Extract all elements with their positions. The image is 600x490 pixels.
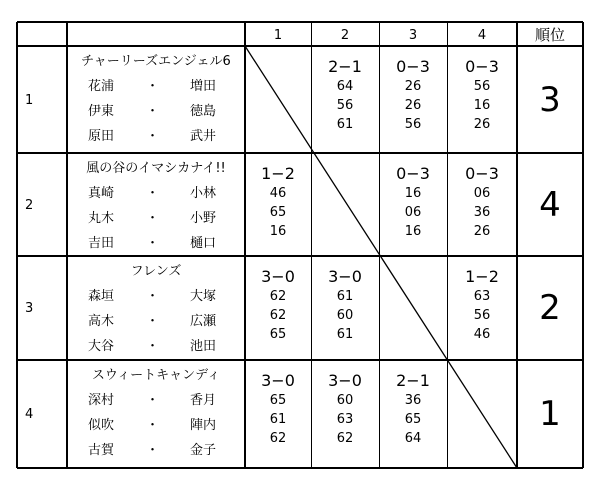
set-score: 62	[269, 289, 287, 304]
set-score: 26	[473, 117, 491, 132]
pair-separator: ・	[146, 289, 160, 304]
header-col-3: 3	[408, 28, 418, 43]
set-score: 63	[336, 412, 354, 427]
pair-separator: ・	[146, 104, 160, 119]
set-score: 65	[269, 205, 287, 220]
pair-separator: ・	[146, 339, 160, 354]
match-score: 0−3	[465, 57, 499, 76]
player-name: 吉田	[88, 236, 115, 251]
player-name: 丸木	[88, 211, 115, 226]
rank-value: 4	[539, 184, 561, 225]
header-col-2: 2	[340, 28, 350, 43]
pair-separator: ・	[146, 186, 160, 201]
match-score: 3−0	[261, 267, 295, 286]
set-score: 61	[336, 117, 354, 132]
player-name: 森垣	[88, 289, 115, 304]
set-score: 64	[336, 79, 354, 94]
player-name: 香月	[190, 393, 217, 408]
pair-separator: ・	[146, 393, 160, 408]
rank-value: 3	[539, 79, 561, 120]
set-score: 16	[404, 224, 422, 239]
set-score: 56	[336, 98, 354, 113]
player-name: 小野	[190, 211, 217, 226]
set-score: 62	[269, 308, 287, 323]
set-score: 65	[404, 412, 422, 427]
header-rank: 順位	[534, 26, 565, 44]
set-score: 62	[336, 431, 354, 446]
set-score: 06	[473, 186, 491, 201]
set-score: 60	[336, 308, 354, 323]
match-score: 3−0	[328, 267, 362, 286]
set-score: 63	[473, 289, 491, 304]
match-score: 0−3	[396, 57, 430, 76]
match-score: 2−1	[328, 57, 362, 76]
player-name: 徳島	[190, 104, 217, 119]
player-name: 樋口	[190, 236, 217, 251]
set-score: 65	[269, 327, 287, 342]
rank-value: 1	[539, 394, 561, 434]
set-score: 26	[404, 98, 422, 113]
set-score: 36	[473, 205, 491, 220]
player-name: 深村	[88, 393, 115, 408]
match-score: 0−3	[465, 164, 499, 183]
set-score: 26	[473, 224, 491, 239]
pair-separator: ・	[146, 314, 160, 329]
row-number: 2	[25, 197, 34, 213]
header-col-4: 4	[477, 28, 487, 43]
set-score: 16	[473, 98, 491, 113]
player-name: 似吹	[88, 418, 115, 433]
pair-separator: ・	[146, 129, 160, 144]
pair-separator: ・	[146, 236, 160, 251]
set-score: 56	[473, 308, 491, 323]
row-number: 3	[25, 301, 34, 316]
set-score: 56	[404, 117, 422, 132]
set-score: 61	[269, 412, 287, 427]
set-score: 26	[404, 79, 422, 94]
rank-value: 2	[539, 288, 561, 328]
pair-separator: ・	[146, 211, 160, 226]
player-name: 古賀	[88, 443, 115, 458]
set-score: 16	[404, 186, 422, 201]
match-score: 2−1	[396, 371, 430, 390]
player-name: 高木	[88, 314, 115, 329]
match-score: 0−3	[396, 164, 430, 183]
player-name: 大谷	[88, 339, 115, 354]
team-name: フレンズ	[130, 264, 182, 279]
player-name: 伊東	[88, 104, 115, 119]
set-score: 64	[404, 431, 422, 446]
pair-separator: ・	[146, 418, 160, 433]
player-name: 小林	[190, 186, 217, 201]
pair-separator: ・	[146, 443, 160, 458]
header-col-1: 1	[273, 28, 283, 43]
set-score: 46	[473, 327, 491, 342]
row-number: 4	[25, 407, 34, 422]
player-name: 金子	[190, 443, 217, 458]
set-score: 46	[269, 186, 287, 201]
match-score: 1−2	[465, 267, 499, 286]
set-score: 61	[336, 327, 354, 342]
player-name: 増田	[190, 79, 217, 94]
player-name: 真崎	[88, 186, 115, 201]
set-score: 65	[269, 393, 287, 408]
row-number: 1	[25, 92, 34, 108]
team-name: 風の谷のイマシカナイ!!	[86, 161, 226, 176]
player-name: 大塚	[190, 289, 217, 304]
player-name: 広瀬	[190, 314, 217, 329]
match-score: 1−2	[261, 164, 295, 183]
pair-separator: ・	[146, 79, 160, 94]
player-name: 池田	[190, 339, 217, 354]
team-name: スウィートキャンディ	[91, 368, 221, 383]
set-score: 06	[404, 205, 422, 220]
player-name: 武井	[190, 129, 217, 144]
player-name: 陣内	[190, 418, 217, 433]
set-score: 61	[336, 289, 354, 304]
set-score: 56	[473, 79, 491, 94]
match-score: 3−0	[261, 371, 295, 390]
set-score: 62	[269, 431, 287, 446]
set-score: 16	[269, 224, 287, 239]
set-score: 36	[404, 393, 422, 408]
player-name: 原田	[88, 129, 115, 144]
set-score: 60	[336, 393, 354, 408]
match-score: 3−0	[328, 371, 362, 390]
player-name: 花浦	[88, 79, 115, 94]
team-name: チャーリーズエンジェル6	[81, 54, 231, 69]
